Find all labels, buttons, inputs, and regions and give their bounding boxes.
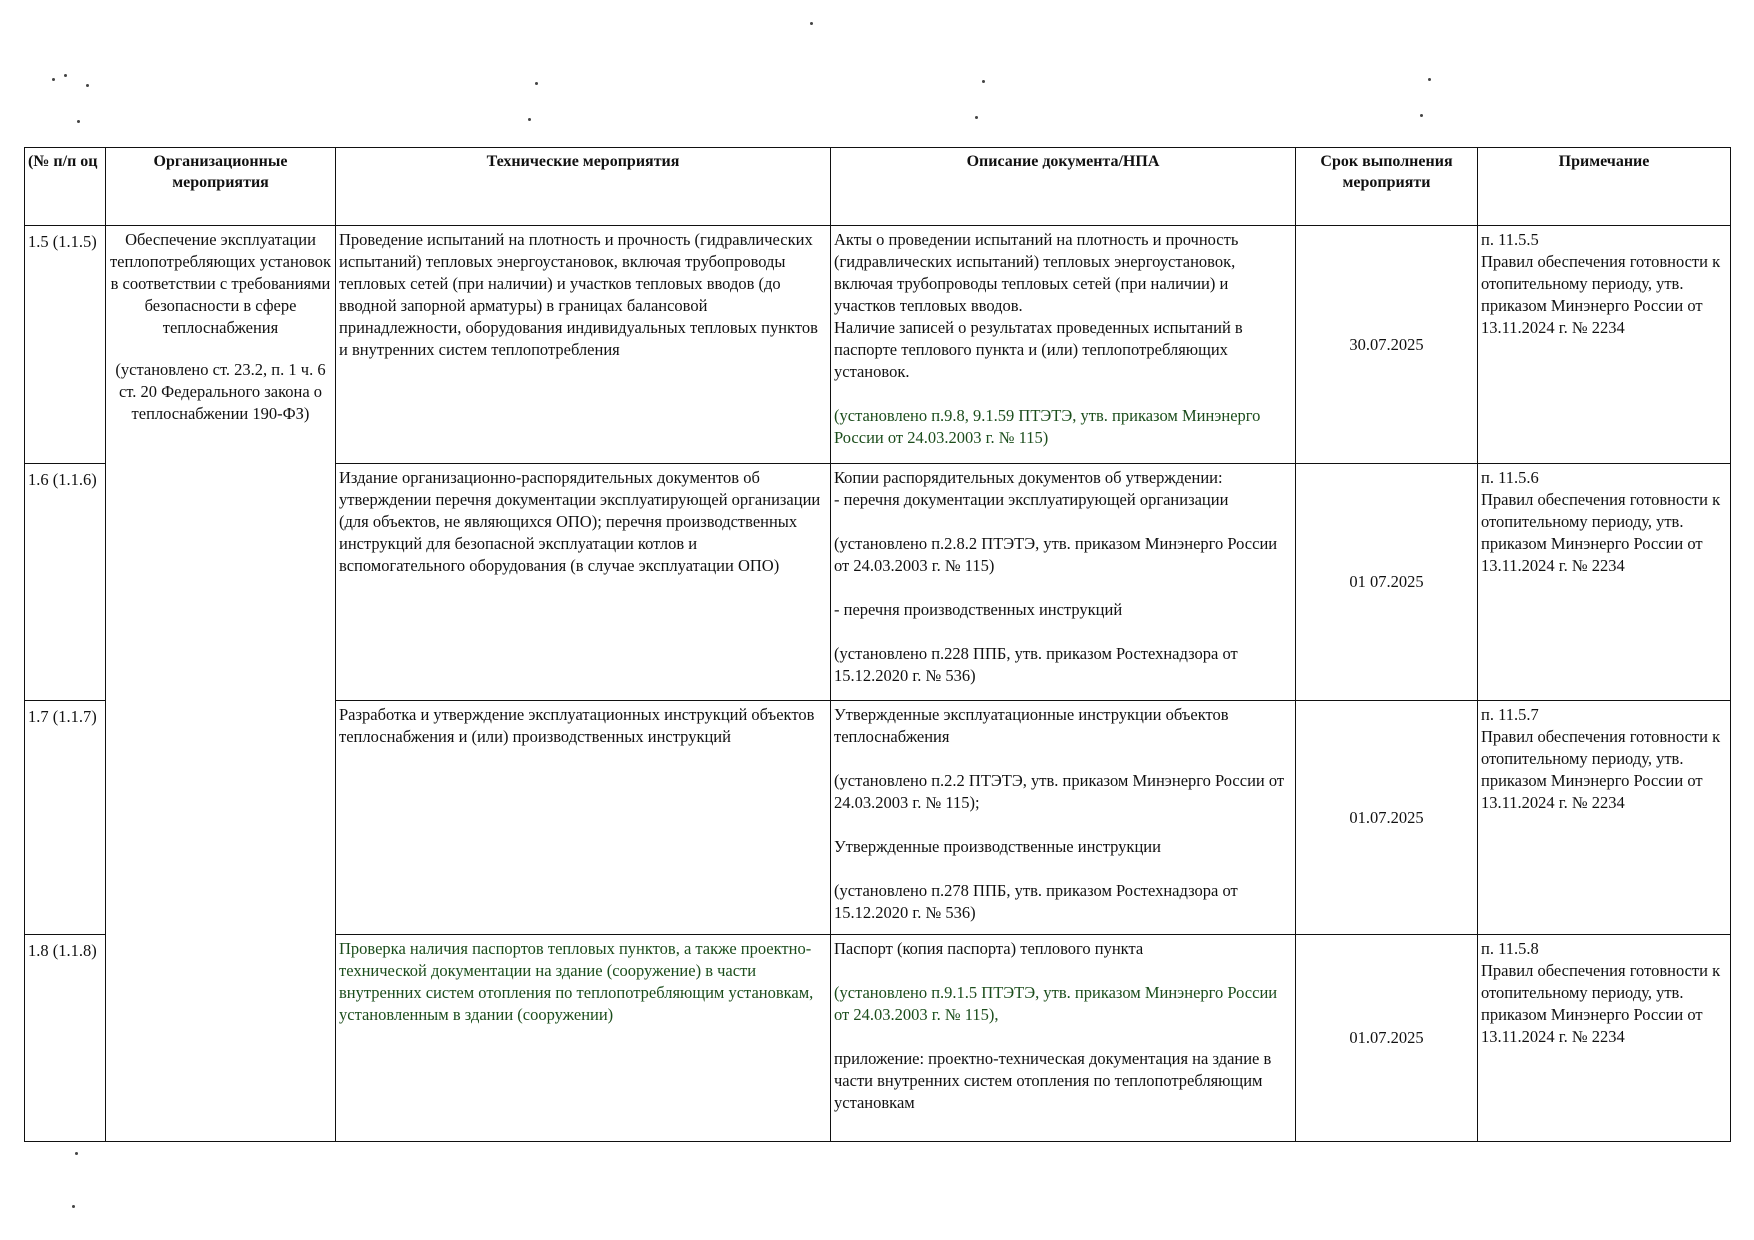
header-org: Организационные мероприятия <box>106 148 336 226</box>
deadline-date: 01 07.2025 <box>1296 464 1478 701</box>
note-cell <box>1478 464 1731 701</box>
doc-description-basis: (установлено п.278 ППБ, утв. приказом Ростехнадзора от 15.12.2020 г. № 536) <box>834 881 1238 922</box>
tech-measure: Разработка и утверждение эксплуатационных инструкций объектов теплоснабжения и (или) производственных инструкций <box>336 701 831 935</box>
org-measure-text: Обеспечение эксплуатации теплопотребляющих установок в соответствии с требованиями безопасности в сфере теплоснабжения <box>109 230 332 337</box>
doc-description-part: Акты о проведении испытаний на плотность и прочность (гидравлических испытаний) тепловых энергоустановок, включая трубопроводы тепловых сетей (при наличии) и участков тепловых вводов. <box>834 230 1239 315</box>
scan-speck <box>77 120 80 123</box>
doc-description <box>831 226 1296 464</box>
note-cell <box>1478 935 1731 1142</box>
scan-speck <box>975 116 978 119</box>
doc-description-part: Утвержденные эксплуатационные инструкции объектов теплоснабжения <box>834 705 1229 746</box>
row-number: 1.6 (1.1.6) <box>25 464 106 701</box>
note-cell <box>1478 701 1731 935</box>
row-number: 1.7 (1.1.7) <box>25 701 106 935</box>
doc-description-part: Утвержденные производственные инструкции <box>834 837 1161 856</box>
deadline-date: 30.07.2025 <box>1296 226 1478 464</box>
doc-description-part: приложение: проектно-техническая документация на здание в части внутренних систем отопления по теплопотребляющим установкам <box>834 1049 1272 1112</box>
note-text: Правил обеспечения готовности к отопительному периоду, утв. приказом Минэнерго России от 13.11.2024 г. № 2234 <box>1481 252 1721 337</box>
header-num: (№ п/п оц <box>25 148 106 226</box>
doc-description-part: Копии распорядительных документов об утверждении: <box>834 468 1223 487</box>
scan-speck <box>1420 114 1423 117</box>
doc-description <box>831 701 1296 935</box>
doc-description <box>831 935 1296 1142</box>
tech-measure: Издание организационно-распорядительных документов об утверждении перечня документации эксплуатирующей организации (для объектов, не являющихся ОПО); перечня производственных инструкций для безопасной эксплуатации котлов и вспомогательного оборудования (в случае эксплуатации ОПО) <box>336 464 831 701</box>
org-measure-cell <box>106 226 336 1142</box>
scan-speck <box>52 78 55 81</box>
tech-measure <box>336 935 831 1142</box>
note-label: п. 11.5.5 <box>1481 230 1539 249</box>
doc-description-basis: (установлено п.2.2 ПТЭТЭ, утв. приказом Минэнерго России от 24.03.2003 г. № 115); <box>834 771 1285 812</box>
doc-description-part: - перечня производственных инструкций <box>834 600 1123 619</box>
scan-speck <box>535 82 538 85</box>
scan-speck <box>86 84 89 87</box>
table-header-row <box>25 148 1731 226</box>
measures-table <box>24 147 1731 1142</box>
deadline-date: 01.07.2025 <box>1296 701 1478 935</box>
org-measure-basis: (установлено ст. 23.2, п. 1 ч. 6 ст. 20 Федерального закона о теплоснабжении 190-ФЗ) <box>115 360 326 423</box>
note-label: п. 11.5.8 <box>1481 939 1539 958</box>
note-label: п. 11.5.6 <box>1481 468 1539 487</box>
doc-description <box>831 464 1296 701</box>
tech-measure-text: Проверка наличия паспортов тепловых пунктов, а также проектно-технической документации на здание (сооружение) в части внутренних систем отопления по теплопотребляющим установкам, установленным в здании (сооружении) <box>339 939 814 1024</box>
doc-description-basis: (установлено п.9.8, 9.1.59 ПТЭТЭ, утв. приказом Минэнерго России от 24.03.2003 г. № 115) <box>834 406 1261 447</box>
note-text: Правил обеспечения готовности к отопительному периоду, утв. приказом Минэнерго России от 13.11.2024 г. № 2234 <box>1481 961 1721 1046</box>
note-label: п. 11.5.7 <box>1481 705 1539 724</box>
scan-speck <box>982 80 985 83</box>
note-cell <box>1478 226 1731 464</box>
deadline-date: 01.07.2025 <box>1296 935 1478 1142</box>
scan-speck <box>810 22 813 25</box>
doc-description-basis: (установлено п.9.1.5 ПТЭТЭ, утв. приказом Минэнерго России от 24.03.2003 г. № 115), <box>834 983 1278 1024</box>
doc-description-part: Паспорт (копия паспорта) теплового пункта <box>834 939 1144 958</box>
doc-description-part: - перечня документации эксплуатирующей организации <box>834 490 1229 509</box>
scan-speck <box>64 74 67 77</box>
doc-description-basis: (установлено п.2.8.2 ПТЭТЭ, утв. приказом Минэнерго России от 24.03.2003 г. № 115) <box>834 534 1278 575</box>
doc-description-basis: (установлено п.228 ППБ, утв. приказом Ростехнадзора от 15.12.2020 г. № 536) <box>834 644 1238 685</box>
tech-measure: Проведение испытаний на плотность и прочность (гидравлических испытаний) тепловых энергоустановок, включая трубопроводы тепловых сетей (при наличии) и участков тепловых вводов (до вводной запорной арматуры) в границах балансовой принадлежности, оборудования индивидуальных тепловых пунктов и внутренних систем теплопотребления <box>336 226 831 464</box>
row-number: 1.8 (1.1.8) <box>25 935 106 1142</box>
row-number: 1.5 (1.1.5) <box>25 226 106 464</box>
scan-speck <box>75 1152 78 1155</box>
note-text: Правил обеспечения готовности к отопительному периоду, утв. приказом Минэнерго России от 13.11.2024 г. № 2234 <box>1481 490 1721 575</box>
header-deadline: Срок выполнения мероприяти <box>1296 148 1478 226</box>
doc-description-part: Наличие записей о результатах проведенных испытаний в паспорте теплового пункта и (или) теплопотребляющих установок. <box>834 318 1243 381</box>
scan-speck <box>528 118 531 121</box>
header-note: Примечание <box>1478 148 1731 226</box>
header-desc: Описание документа/НПА <box>831 148 1296 226</box>
note-text: Правил обеспечения готовности к отопительному периоду, утв. приказом Минэнерго России от 13.11.2024 г. № 2234 <box>1481 727 1721 812</box>
header-tech: Технические мероприятия <box>336 148 831 226</box>
table-row <box>25 226 1731 464</box>
scan-speck <box>1428 78 1431 81</box>
scan-speck <box>72 1205 75 1208</box>
